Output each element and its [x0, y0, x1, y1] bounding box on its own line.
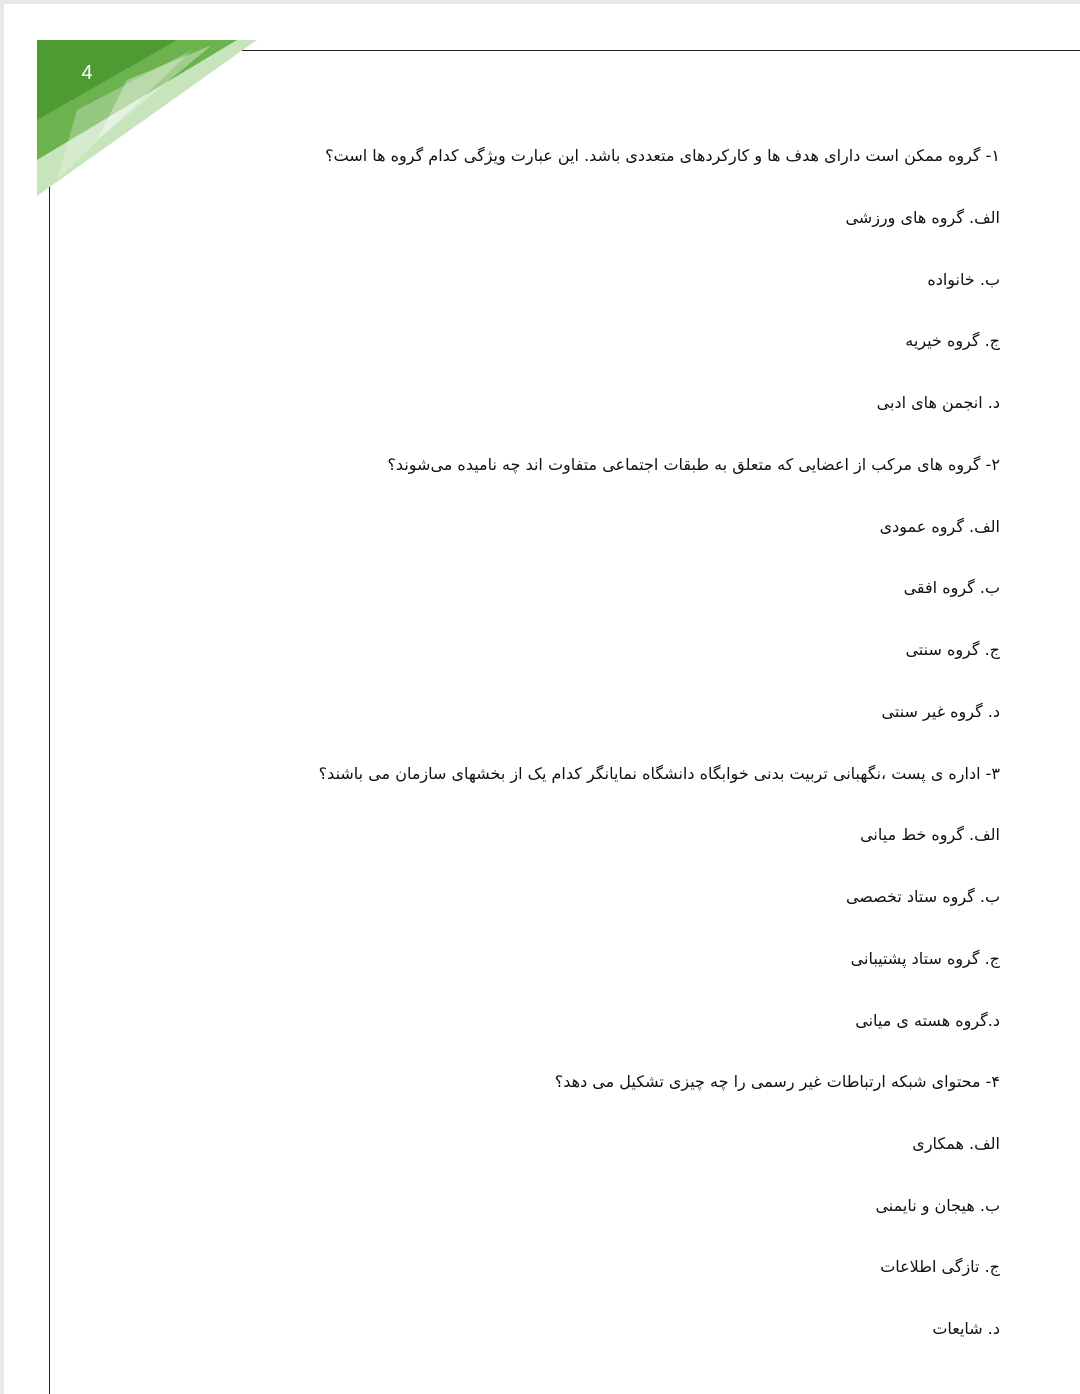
- question-1-option-d: د. انجمن های ادبی: [876, 393, 1000, 412]
- document-page: [4, 4, 1080, 1394]
- question-2-option-b: ب. گروه افقی: [903, 578, 1000, 597]
- question-4-option-b: ب. هیجان و نایمنی: [875, 1196, 1000, 1215]
- question-3-option-b: ب. گروه ستاد تخصصی: [845, 887, 1000, 906]
- question-4-text: ۴- محتوای شبکه ارتباطات غیر رسمی را چه چیزی تشکیل می دهد؟: [554, 1072, 1000, 1091]
- question-4-option-d: د. شایعات: [932, 1319, 1000, 1338]
- page-number: 4: [81, 62, 93, 84]
- page-border-left: [49, 50, 50, 1394]
- corner-decoration: [37, 40, 257, 196]
- question-1-text: ۱- گروه ممکن است دارای هدف ها و کارکردهای متعددی باشد. این عبارت ویژگی کدام گروه ها است؟: [325, 146, 1000, 165]
- question-2-option-d: د. گروه غیر سنتی: [881, 702, 1000, 721]
- question-3-option-c: ج. گروه ستاد پشتیبانی: [850, 949, 1000, 968]
- question-3-option-d: د.گروه هسته ی میانی: [855, 1011, 1000, 1030]
- question-2-option-a: الف. گروه عمودی: [879, 517, 1000, 536]
- question-3-option-a: الف. گروه خط میانی: [860, 825, 1000, 844]
- question-2-option-c: ج. گروه سنتی: [905, 640, 1000, 659]
- question-1-option-c: ج. گروه خیریه: [905, 331, 1000, 350]
- question-4-option-a: الف. همکاری: [912, 1134, 1000, 1153]
- question-2-text: ۲- گروه های مرکب از اعضایی که متعلق به طبقات اجتماعی متفاوت اند چه نامیده می‌شوند؟: [387, 455, 1000, 474]
- question-4-option-c: ج. تازگی اطلاعات: [880, 1257, 1000, 1276]
- question-1-option-a: الف. گروه های ورزشی: [845, 208, 1000, 227]
- question-1-option-b: ب. خانواده: [927, 270, 1000, 289]
- question-3-text: ۳- اداره ی پست ،نگهبانی تربیت بدنی خوابگاه دانشگاه نمایانگر کدام یک از بخشهای سازمان می باشند؟: [318, 764, 1000, 783]
